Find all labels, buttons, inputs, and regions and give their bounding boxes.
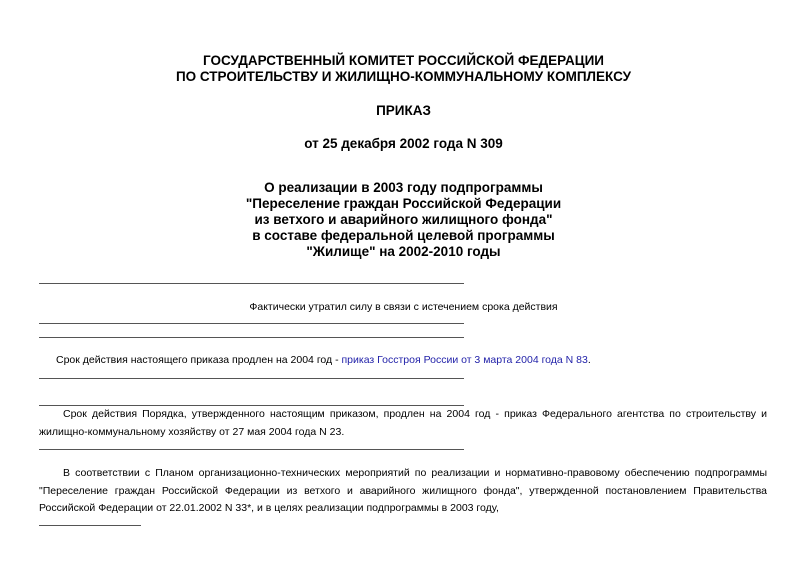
org-name-line1: ГОСУДАРСТВЕННЫЙ КОМИТЕТ РОССИЙСКОЙ ФЕДЕРАЦИИ xyxy=(203,53,604,68)
extension-note xyxy=(56,351,591,370)
subject-line3: из ветхого и аварийного жилищного фонда" xyxy=(254,212,553,227)
divider xyxy=(39,449,464,450)
divider xyxy=(39,323,464,324)
doc-type: ПРИКАЗ xyxy=(376,103,431,118)
procedure-note-line2: жилищно-коммунальному хозяйству от 27 мая 2004 года N 23. xyxy=(39,426,345,438)
subject-line2: "Переселение граждан Российской Федерации xyxy=(245,196,562,211)
doc-date-number: от 25 декабря 2002 года N 309 xyxy=(304,136,503,151)
divider xyxy=(39,378,464,379)
procedure-note-line1: Срок действия Порядка, утвержденного настоящим приказом, продлен на 2004 год - приказ Федерального агентства по строительству и xyxy=(63,408,767,420)
preamble-line3: Российской Федерации от 22.01.2002 N 33*, и в целях реализации подпрограммы в 2003 году, xyxy=(39,502,499,514)
extension-note-text: Срок действия настоящего приказа продлен на 2004 год - xyxy=(56,354,342,366)
preamble-line2: "Переселение граждан Российской Федерации из ветхого и аварийного жилищного фонда", утвержденной постановлением Правительства xyxy=(39,485,767,497)
preamble-line1: В соответствии с Планом организационно-технических мероприятий по реализации и нормативно-правовому обеспечению подпрограммы xyxy=(63,467,767,479)
subject-line4: в составе федеральной целевой программы xyxy=(252,228,555,243)
extension-note-end: . xyxy=(587,354,591,366)
expired-note: Фактически утратил силу в связи с истечением срока действия xyxy=(249,301,558,313)
divider xyxy=(39,283,464,284)
divider xyxy=(39,337,464,338)
footnote-divider xyxy=(39,525,141,526)
org-name-line2: ПО СТРОИТЕЛЬСТВУ И ЖИЛИЩНО-КОММУНАЛЬНОМУ КОМПЛЕКСУ xyxy=(175,69,632,84)
subject-line5: "Жилище" на 2002-2010 годы xyxy=(306,244,501,259)
extension-order-link[interactable]: приказ Госстроя России от 3 марта 2004 года N 83 xyxy=(341,354,588,366)
subject-line1: О реализации в 2003 году подпрограммы xyxy=(264,180,543,195)
